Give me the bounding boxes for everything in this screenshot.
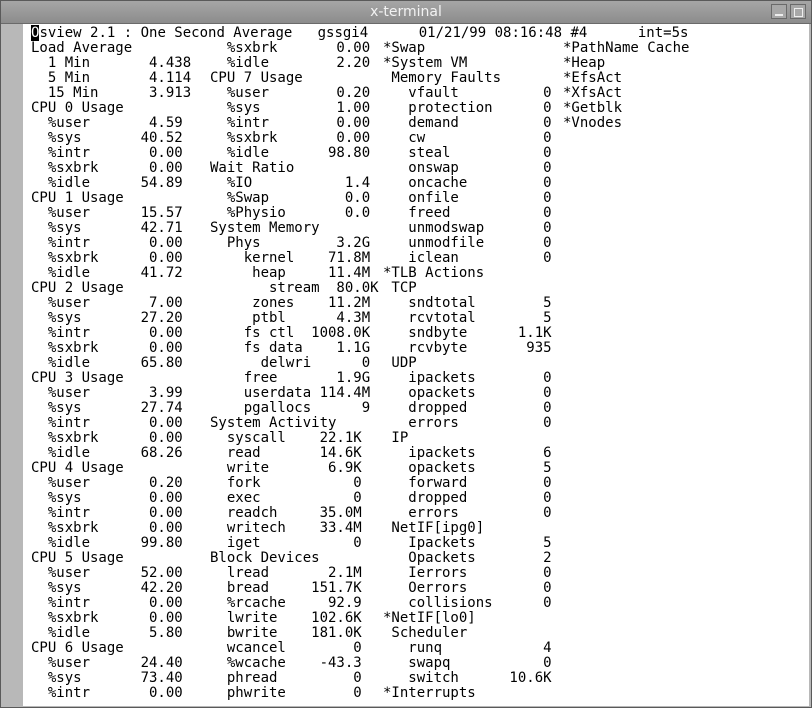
column-cpu-usage: Load Average 1 Min 4.438 5 Min 4.114 15 Min 3.913 CPU 0 Usage %user 4.59 %sys 40.52 %intr 0.00 %sxbrk 0.00 %idle 54.89 CPU 1 Usage %user 15.57 %sys 42.71 %intr 0.00 %sxbrk 0.00 %idle 41.72 CPU 2 Usage %user 7.00 %sys 27.20 %intr 0.00 %sxbrk 0.00 %idle 65.80 CPU 3 Usage %user 3.99 %sys 27.74 %intr 0.00 %sxbrk 0.00 %idle 68.26 CPU 4 Usage %user 0.20 %sys 0.00 %intr 0.00 %sxbrk 0.00 %idle 99.80 CPU 5 Usage %user 52.00 %sys 42.20 %intr 0.00 %sxbrk 0.00 %idle 5.80 CPU 6 Usage %user 24.40 %sys 73.40 %intr 0.00 bbox=[31, 40, 192, 701]
column-vm-network: *Swap *System VM Memory Faults vfault 0 protection 0 demand 0 cw 0 steal 0 onswap 0 oncache 0 onfile 0 freed 0 unmodswap 0 unmodfile 0 iclean 0 *TLB Actions TCP sndtotal 5 rcvtotal 5 sndbyte 1.1K rcvbyte 935 UDP ipackets 0 opackets 0 dropped 0 errors 0 IP ipackets 6 opackets 5 forward 0 dropped 0 errors 0 NetIF[ipg0] Ipackets 5 Opackets 2 Ierrors 0 Oerrors 0 collisions 0 *NetIF[lo0] Scheduler runq 4 swapq 0 switch 10.6K *Interrupts bbox=[383, 40, 552, 701]
window-title: x-terminal bbox=[370, 4, 442, 20]
title-bar[interactable] bbox=[1, 1, 811, 24]
column-collapsed-sections: *PathName Cache *Heap *EfsAct *XfsAct *Getblk *Vnodes bbox=[563, 40, 690, 131]
maximize-icon bbox=[794, 8, 803, 17]
maximize-button[interactable] bbox=[790, 4, 806, 19]
header-text: sview 2.1 : One Second Average gssgi4 01/21/99 08:16:48 #4 int=5s bbox=[39, 25, 689, 41]
terminal-screen[interactable] bbox=[23, 24, 809, 706]
minimize-icon bbox=[775, 14, 783, 16]
text-cursor: O bbox=[31, 25, 40, 41]
osview-header bbox=[31, 26, 688, 41]
minimize-button[interactable] bbox=[771, 4, 787, 19]
column-memory-activity: %sxbrk 0.00 %idle 2.20 CPU 7 Usage %user 0.20 %sys 1.00 %intr 0.00 %sxbrk 0.00 %idle 98.80 Wait Ratio %IO 1.4 %Swap 0.0 %Physio 0.0 System Memory Phys 3.2G kernel 71.8M heap 11.4M stream 80.0K zones 11.2M ptbl 4.3M fs ctl 1008.0K fs data 1.1G delwri 0 free 1.9G userdata 114.4M pgallocs 9 System Activity syscall 22.1K read 14.6K write 6.9K fork 0 exec 0 readch 35.0M writech 33.4M iget 0 Block Devices lread 2.1M bread 151.7K %rcache 92.9 lwrite 102.6K bwrite 181.0K wcancel 0 %wcache -43.3 phread 0 phwrite 0 bbox=[210, 40, 379, 701]
